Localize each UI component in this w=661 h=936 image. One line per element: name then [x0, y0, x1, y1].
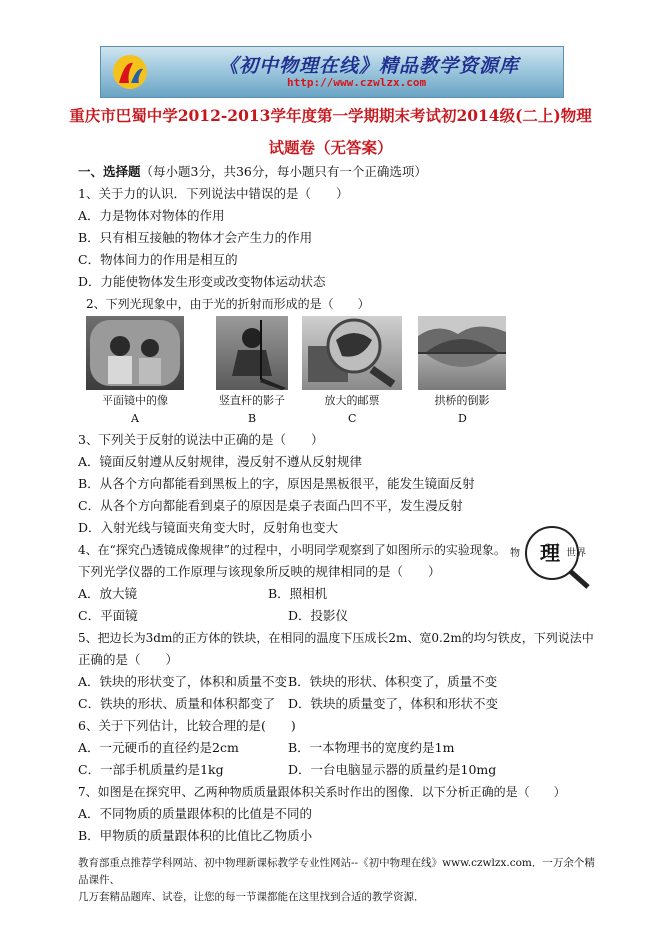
q5-option-d: D．铁块的质量变了，体积和形状不变	[288, 696, 499, 711]
q6-option-b: B．一本物理书的宽度约是1m	[288, 740, 455, 755]
q1-option-b: B．只有相互接触的物体才会产生力的作用	[78, 230, 313, 245]
footer-line1: 教育部重点推荐学科网站、初中物理新课标教学专业性网站--《初中物理在线》www.czwlzx.com．一万余个精品课件、	[78, 857, 595, 886]
q1-stem: 1、关于力的认识．下列说法中错误的是（ ）	[78, 186, 349, 201]
site-banner	[100, 46, 564, 98]
q4-option-b: B．照相机	[268, 586, 328, 601]
q2-image-a	[86, 316, 184, 390]
q4-option-a: A．放大镜	[78, 586, 138, 601]
q7-option-a: A．不同物质的质量跟体积的比值是不同的	[78, 806, 313, 821]
q2-caption-a: 平面镜中的像	[102, 394, 168, 407]
section-title: 一、选择题	[78, 164, 141, 179]
q6-option-c: C．一部手机质量约是1kg	[78, 762, 224, 777]
page-subtitle: 试题卷（无答案）	[268, 138, 393, 157]
q1-option-c: C．物体间力的作用是相互的	[78, 252, 238, 267]
q5-option-a: A．铁块的形状变了，体积和质量不变	[78, 674, 288, 689]
q2-image-b	[216, 316, 288, 390]
q2-letter-c: C	[348, 412, 357, 425]
q4-option-c: C．平面镜	[78, 608, 138, 623]
lens-text-mid: 理	[540, 541, 560, 565]
q3-option-b: B．从各个方向都能看到黑板上的字，原因是黑板很平，能发生镜面反射	[78, 476, 475, 491]
q5-stem-line1: 5、把边长为3dm的正方体的铁块，在相同的温度下压成长2m、宽0.2m的均匀铁皮，下列说法中	[78, 631, 594, 645]
q2-letter-a: A	[131, 412, 139, 425]
q2-caption-c: 放大的邮票	[324, 394, 380, 407]
q4-stem-line1: 4、在“探究凸透镜成像规律”的过程中，小明同学观察到了如图所示的实验现象。	[78, 543, 506, 557]
q6-stem: 6、关于下列估计，比较合理的是( )	[78, 718, 296, 733]
q5-stem-line2: 正确的是（ ）	[78, 652, 179, 667]
q1-option-d: D．力能使物体发生形变或改变物体运动状态	[78, 274, 326, 289]
q2-caption-d: 拱桥的倒影	[434, 394, 490, 407]
q2-caption-b: 竖直杆的影子	[219, 394, 285, 407]
q1-option-a: A．力是物体对物体的作用	[78, 208, 225, 223]
q4-stem-line2: 下列光学仪器的工作原理与该现象所反映的规律相同的是（ ）	[78, 564, 441, 579]
lens-text-right: 世界	[566, 548, 586, 559]
q6-option-a: A．一元硬币的直径约是2cm	[78, 740, 239, 755]
q2-stem: 2、下列光现象中，由于光的折射而形成的是（ ）	[86, 297, 370, 311]
site-logo-icon	[111, 53, 149, 91]
q3-stem: 3、下列关于反射的说法中正确的是（ ）	[78, 432, 324, 447]
footer-line2: 几万套精品题库、试卷，让您的每一节课都能在这里找到合适的教学资源．	[78, 891, 425, 903]
q3-option-c: C．从各个方向都能看到桌子的原因是桌子表面凸凹不平，发生漫反射	[78, 498, 463, 513]
q5-option-c: C．铁块的形状、质量和体积都变了	[78, 696, 276, 711]
q7-stem: 7、如图是在探究甲、乙两种物质质量跟体积关系时作出的图像．以下分析正确的是（ ）	[78, 785, 566, 799]
q3-option-a: A．镜面反射遵从反射规律，漫反射不遵从反射规律	[78, 454, 363, 469]
q2-image-c	[302, 316, 402, 390]
q4-magnifier-figure	[510, 525, 594, 591]
banner-url[interactable]: http://www.czwlzx.com	[287, 76, 427, 89]
q6-option-d: D．一台电脑显示器的质量约是10mg	[288, 762, 497, 777]
q3-option-d: D．入射光线与镜面夹角变大时，反射角也变大	[78, 520, 339, 535]
q4-option-d: D．投影仪	[288, 608, 349, 623]
lens-text-left: 物	[510, 548, 520, 559]
q2-letter-b: B	[248, 412, 257, 425]
q2-image-d	[418, 316, 506, 390]
page-title: 重庆市巴蜀中学2012-2013学年度第一学期期末考试初2014级(二上)物理	[69, 106, 592, 125]
q5-option-b: B．铁块的形状、体积变了，质量不变	[288, 674, 498, 689]
section-heading	[78, 164, 427, 180]
section-note: （每小题3分，共36分，每小题只有一个正确选项）	[140, 164, 427, 179]
banner-title: 《初中物理在线》精品教学资源库	[219, 55, 520, 77]
q2-letter-d: D	[458, 412, 467, 425]
page-footer	[78, 855, 598, 906]
q7-option-b: B．甲物质的质量跟体积的比值比乙物质小	[78, 828, 313, 843]
